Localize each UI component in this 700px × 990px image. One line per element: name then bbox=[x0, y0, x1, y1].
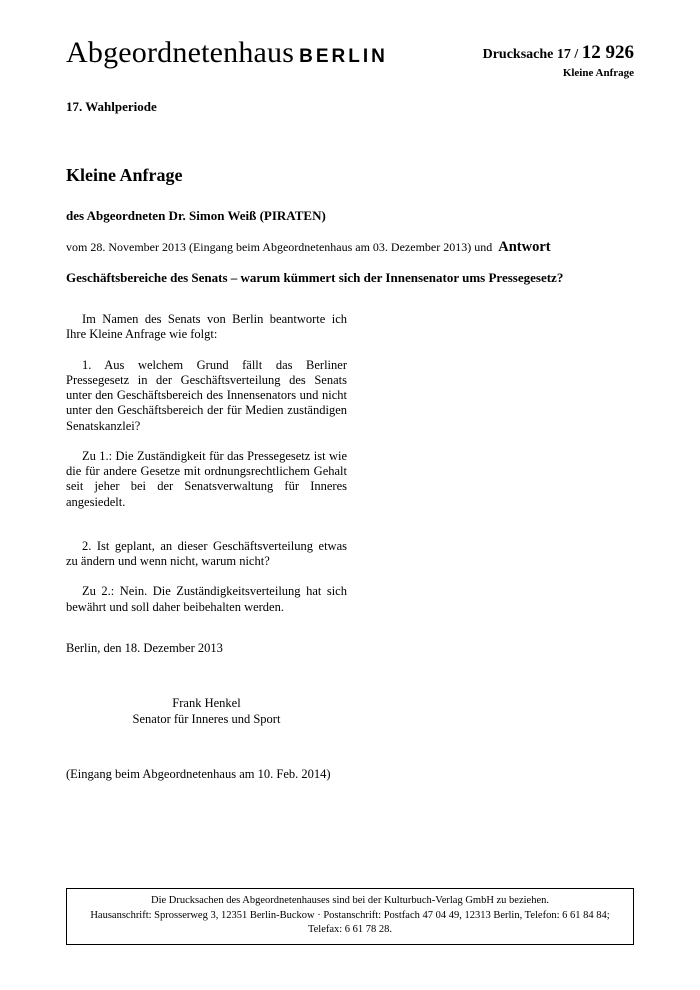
date-line-text: vom 28. November 2013 (Eingang beim Abgeordnetenhaus am 03. Dezember 2013) und bbox=[66, 240, 493, 254]
answer-1: Zu 1.: Die Zuständigkeit für das Pressegesetz ist wie die für andere Gesetze mit ordnungsrechtlichem Gehalt seit jeher bei der Senatsverwaltung für Inneres angesiedelt. bbox=[66, 448, 347, 509]
document-header bbox=[66, 36, 634, 79]
wahlperiode-label: 17. Wahlperiode bbox=[66, 99, 157, 114]
footer-line-2: Hausanschrift: Sprosserweg 3, 12351 Berlin-Buckow · Postanschrift: Postfach 47 04 49, 12313 Berlin, Telefon: 6 61 84 84; Telefax: 6 61 78 28. bbox=[90, 909, 610, 936]
intro-paragraph: Im Namen des Senats von Berlin beantworte ich Ihre Kleine Anfrage wie folgt: bbox=[66, 312, 347, 342]
abgeordnetenhaus-logo bbox=[66, 36, 388, 70]
receipt-note: (Eingang beim Abgeordnetenhaus am 10. Feb. 2014) bbox=[66, 767, 331, 782]
place-date-line: Berlin, den 18. Dezember 2013 bbox=[66, 640, 223, 655]
drucksache-label: Drucksache 17 / bbox=[482, 47, 582, 62]
header-right-block bbox=[483, 36, 634, 79]
logo-text-main: Abgeordnetenhaus bbox=[66, 36, 295, 69]
signature-title: Senator für Inneres und Sport bbox=[132, 711, 281, 726]
subject-line: Geschäftsbereiche des Senats – warum kümmert sich der Innensenator ums Pressegesetz? bbox=[66, 270, 564, 285]
question-2: 2. Ist geplant, an dieser Geschäftsverteilung etwas zu ändern und wenn nicht, warum nicht? bbox=[66, 538, 347, 568]
signature-name: Frank Henkel bbox=[172, 696, 241, 710]
author-line: des Abgeordneten Dr. Simon Weiß (PIRATEN) bbox=[66, 208, 326, 223]
document-type-label: Kleine Anfrage bbox=[562, 67, 634, 79]
drucksache-line bbox=[483, 42, 634, 64]
document-body bbox=[66, 312, 347, 783]
signature-block bbox=[66, 696, 347, 727]
logo-text-berlin: BERLIN bbox=[299, 46, 388, 67]
answer-label: Antwort bbox=[498, 239, 551, 255]
page-title: Kleine Anfrage bbox=[66, 165, 183, 185]
date-line bbox=[66, 239, 634, 256]
footer-line-1: Die Drucksachen des Abgeordnetenhauses sind bei der Kulturbuch-Verlag GmbH zu beziehen. bbox=[151, 895, 549, 906]
footer-imprint-box bbox=[66, 888, 634, 945]
answer-2: Zu 2.: Nein. Die Zuständigkeitsverteilung hat sich bewährt und soll daher beibehalten werden. bbox=[66, 584, 347, 614]
question-1: 1. Aus welchem Grund fällt das Berliner Pressegesetz in der Geschäftsverteilung des Senats unter den Geschäftsbereich des Innensenators und nicht unter den Geschäftsbereich der für Medien zuständigen Senatskanzlei? bbox=[66, 357, 347, 433]
drucksache-number: 12 926 bbox=[581, 42, 634, 63]
